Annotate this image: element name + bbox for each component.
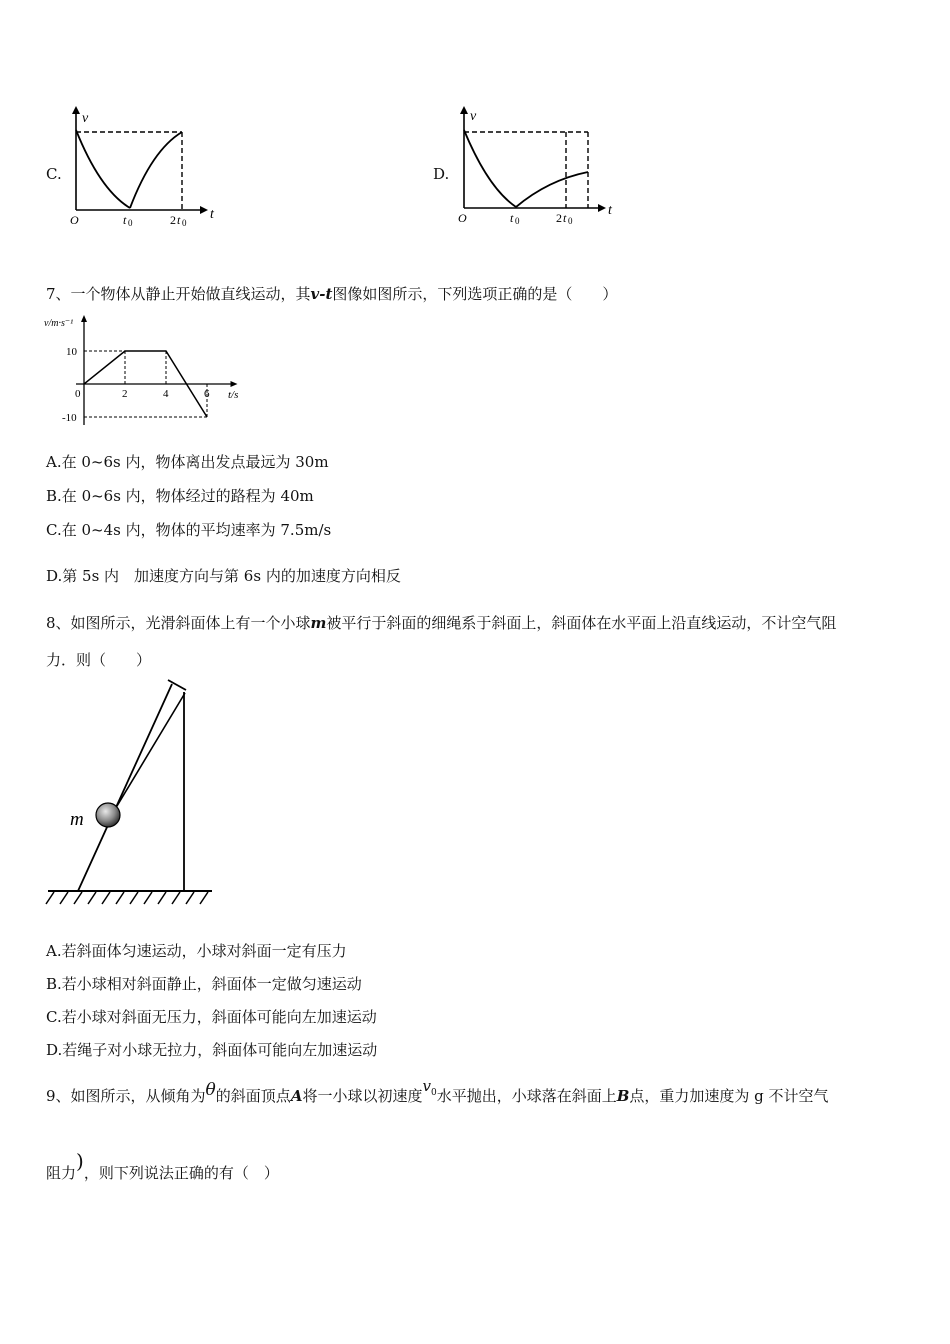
q9-v0: $v_0$ [422, 1077, 437, 1098]
y-tick-label: -10 [62, 412, 77, 424]
q7-option-b[interactable]: B.在 0~6s 内，物体经过的路程为 40m [46, 487, 314, 505]
q8-option-a[interactable]: A.若斜面体匀速运动，小球对斜面一定有压力 [46, 942, 347, 960]
q8-stem-m: m [310, 614, 327, 632]
origin-label: O [458, 211, 467, 225]
q7-stem-vt: v-t [310, 285, 333, 303]
t0-label: t [510, 211, 514, 225]
q8-stem-line2: 力．则（ ） [46, 651, 152, 669]
two-t0-sub: 0 [568, 216, 573, 226]
q9-point-a: A [290, 1087, 303, 1105]
y-axis-arrow [81, 315, 87, 322]
q8-option-d[interactable]: D.若绳子对小球无拉力，斜面体可能向左加速运动 [46, 1041, 378, 1059]
q7-option-a[interactable]: A.在 0~6s 内，物体离出发点最远为 30m [46, 453, 329, 471]
two-t0-sub: 0 [182, 218, 187, 228]
t0-sub: 0 [128, 218, 133, 228]
t-axis-label: t [608, 203, 612, 218]
x-tick-label: 2 [122, 388, 128, 400]
v-axis-label: v [470, 109, 477, 124]
ground-hatching [46, 892, 208, 904]
q8-figure-m: m [70, 809, 84, 830]
q6-option-c-label: C. [46, 165, 62, 183]
q7-option-d[interactable]: D.第 5s 内 加速度方向与第 6s 内的加速度方向相反 [46, 567, 401, 585]
t0-sub: 0 [515, 216, 520, 226]
q7-chart-xlabel: t/s [228, 389, 239, 401]
q8-option-b[interactable]: B.若小球相对斜面静止，斜面体一定做匀速运动 [46, 975, 362, 993]
q7-stem [46, 284, 617, 304]
q8-option-c[interactable]: C.若小球对斜面无压力，斜面体可能向左加速运动 [46, 1008, 377, 1026]
q9-stem-line1: 9、如图所示，从倾角为θ的斜面顶点A将一小球以初速度$v_0$水平抛出，小球落在斜面上B点，重力加速度为 g 不计空气 [46, 1077, 829, 1105]
q9-theta: θ [205, 1080, 216, 1100]
x-tick-label: 4 [163, 388, 169, 400]
two-t0-label: t [563, 211, 567, 225]
t-axis-label: t [210, 207, 214, 222]
q9-point-b: B [616, 1087, 630, 1105]
two-label: 2 [556, 211, 562, 225]
q6-option-c-graph [60, 100, 230, 230]
v-axis-label: v [82, 111, 89, 126]
x-tick-label: 6 [204, 388, 210, 400]
q9-paren: ) [76, 1149, 84, 1173]
origin-label: O [70, 213, 79, 227]
x-axis-arrow [231, 381, 238, 387]
q7-vt-chart [40, 312, 260, 434]
q7-stem-suffix: 图像如图所示，下列选项正确的是（ ） [332, 285, 618, 303]
q6-option-d-graph [448, 100, 628, 230]
q6-option-d-label: D. [433, 165, 450, 183]
q7-stem-prefix: 7、一个物体从静止开始做直线运动，其 [46, 285, 311, 303]
q9-stem-line2: 阻力)，则下列说法正确的有（ ） [46, 1149, 279, 1182]
ball [96, 803, 120, 827]
q7-chart-ylabel: v/m·s⁻¹ [44, 318, 74, 329]
q7-option-c[interactable]: C.在 0~4s 内，物体的平均速率为 7.5m/s [46, 521, 332, 539]
y-tick-label: 10 [66, 346, 77, 358]
q8-incline-figure [44, 676, 224, 912]
two-label: 2 [170, 213, 176, 227]
x-tick-label: 0 [75, 388, 81, 400]
t0-label: t [123, 213, 127, 227]
two-t0-label: t [177, 213, 181, 227]
q8-stem-line1: 8、如图所示，光滑斜面体上有一个小球m被平行于斜面的细绳系于斜面上，斜面体在水平面上沿直线运动，不计空气阻 [46, 614, 837, 632]
